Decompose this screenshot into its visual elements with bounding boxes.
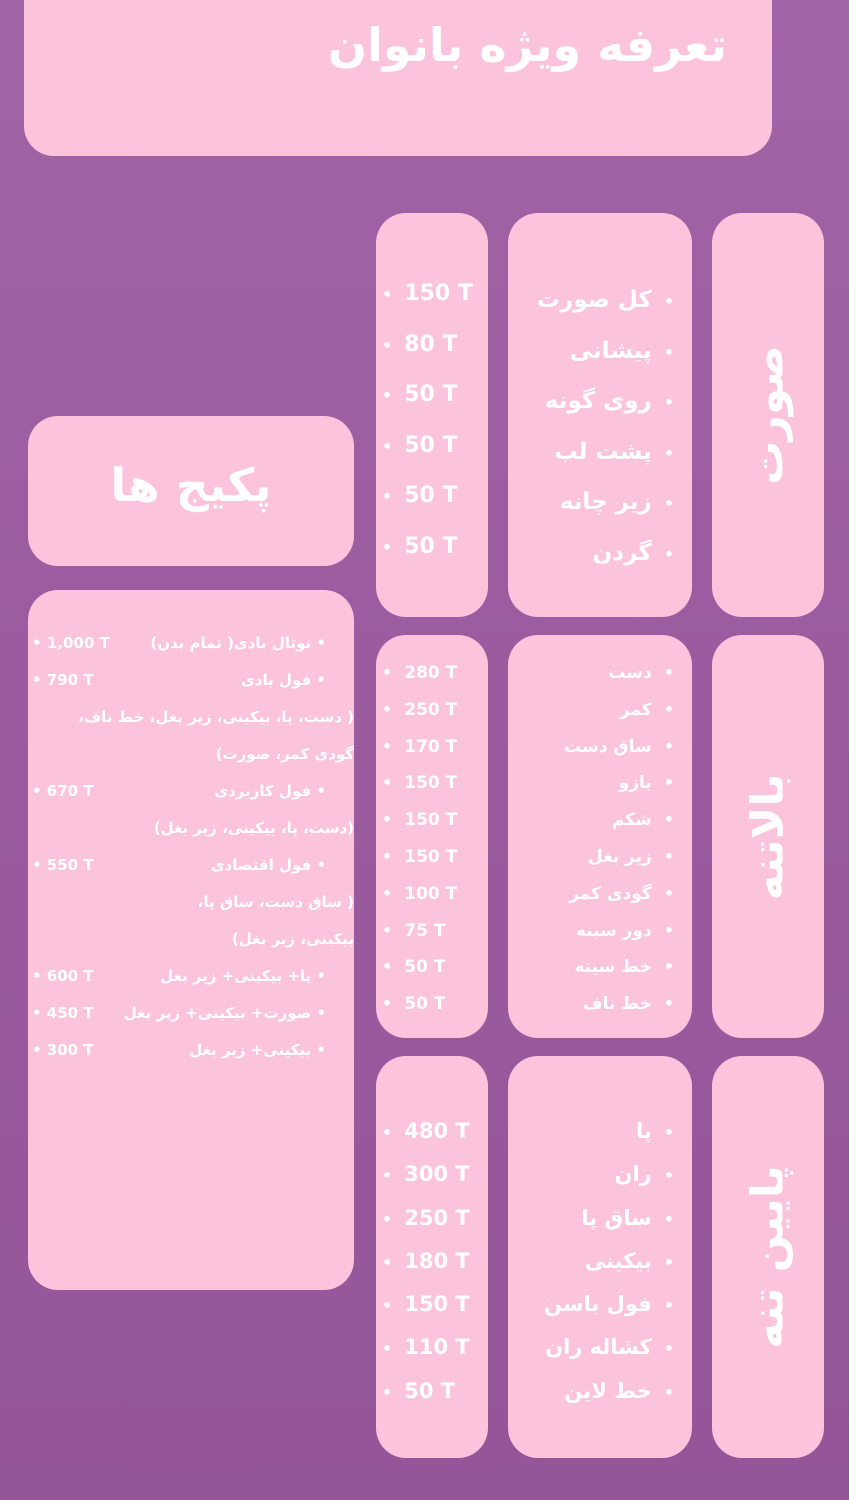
package-price: • 670 T bbox=[32, 782, 94, 800]
package-line bbox=[28, 930, 354, 967]
service-item: • شکم bbox=[508, 802, 692, 839]
package-line bbox=[28, 634, 354, 671]
upper-body-label-card bbox=[712, 635, 824, 1038]
service-price: • 75 T bbox=[376, 913, 488, 950]
lower-body-label: پایین تنه bbox=[742, 1165, 794, 1349]
service-price: • 480 T bbox=[376, 1110, 488, 1153]
packages-title: پکیج ها bbox=[110, 458, 272, 512]
package-name: ( دست، پا، بیکینی، زیر بغل، خط ناف، bbox=[77, 708, 354, 726]
service-price: • 150 T bbox=[376, 839, 488, 876]
service-price: • 100 T bbox=[376, 876, 488, 913]
packages-card bbox=[28, 590, 354, 1290]
service-price: • 50 T bbox=[376, 949, 488, 986]
upper-body-items-card bbox=[508, 635, 692, 1038]
face-items-card bbox=[508, 213, 692, 617]
service-item: • کمر bbox=[508, 692, 692, 729]
service-item: • گردن bbox=[508, 528, 692, 579]
service-item: • کل صورت bbox=[508, 275, 692, 326]
service-item: • ساق پا bbox=[508, 1197, 692, 1240]
service-price: • 180 T bbox=[376, 1240, 488, 1283]
package-line bbox=[28, 782, 354, 819]
package-line bbox=[28, 708, 354, 745]
lower-body-prices-list bbox=[376, 1110, 488, 1413]
service-item: • خط ناف bbox=[508, 986, 692, 1023]
package-name: • پا+ بیکینی+ زیر بغل bbox=[160, 967, 326, 985]
upper-body-prices-card bbox=[376, 635, 488, 1038]
packages-list bbox=[28, 634, 354, 1078]
page-title: تعرفه ویژه بانوان bbox=[327, 18, 727, 72]
lower-body-prices-card bbox=[376, 1056, 488, 1458]
title-banner bbox=[24, 0, 772, 156]
package-line bbox=[28, 893, 354, 930]
service-item: • روی گونه bbox=[508, 376, 692, 427]
service-item: • پشت لب bbox=[508, 427, 692, 478]
service-item: • دست bbox=[508, 655, 692, 692]
package-price: • 550 T bbox=[32, 856, 94, 874]
service-item: • بیکینی bbox=[508, 1240, 692, 1283]
upper-body-items-list bbox=[508, 655, 692, 1023]
service-price: • 80 T bbox=[376, 320, 488, 371]
package-name: • توتال بادی( تمام بدن) bbox=[150, 634, 326, 652]
package-name: • بیکینی+ زیر بغل bbox=[189, 1041, 326, 1059]
service-price: • 250 T bbox=[376, 692, 488, 729]
service-item: • ران bbox=[508, 1153, 692, 1196]
upper-body-label: بالاتنه bbox=[742, 773, 794, 900]
package-line bbox=[28, 856, 354, 893]
package-price: • 600 T bbox=[32, 967, 94, 985]
face-label: صورت bbox=[742, 345, 794, 485]
service-price: • 280 T bbox=[376, 655, 488, 692]
package-price: • 1,000 T bbox=[32, 634, 110, 652]
upper-body-prices-list bbox=[376, 655, 488, 1023]
service-item: • ساق دست bbox=[508, 729, 692, 766]
service-item: • خط سینه bbox=[508, 949, 692, 986]
service-price: • 150 T bbox=[376, 802, 488, 839]
service-price: • 150 T bbox=[376, 1283, 488, 1326]
service-item: • بازو bbox=[508, 765, 692, 802]
lower-body-items-list bbox=[508, 1110, 692, 1413]
service-item: • پا bbox=[508, 1110, 692, 1153]
service-item: • گودی کمر bbox=[508, 876, 692, 913]
package-price: • 450 T bbox=[32, 1004, 94, 1022]
package-name: • فول کاربردی bbox=[214, 782, 326, 800]
package-name: • صورت+ بیکینی+ زیر بغل bbox=[123, 1004, 326, 1022]
service-price: • 50 T bbox=[376, 986, 488, 1023]
service-item: • خط لاین bbox=[508, 1370, 692, 1413]
package-line bbox=[28, 1004, 354, 1041]
service-item: • دور سینه bbox=[508, 913, 692, 950]
package-line bbox=[28, 745, 354, 782]
face-items-list bbox=[508, 275, 692, 578]
package-line bbox=[28, 967, 354, 1004]
service-price: • 50 T bbox=[376, 421, 488, 472]
package-name: • فول اقتصادی bbox=[210, 856, 326, 874]
lower-body-items-card bbox=[508, 1056, 692, 1458]
lower-body-label-card bbox=[712, 1056, 824, 1458]
packages-title-card bbox=[28, 416, 354, 566]
package-name: بیکینی، زیر بغل) bbox=[232, 930, 354, 948]
package-price: • 790 T bbox=[32, 671, 94, 689]
service-item: • فول باسن bbox=[508, 1283, 692, 1326]
service-item: • پیشانی bbox=[508, 326, 692, 377]
service-item: • زیر چانه bbox=[508, 477, 692, 528]
package-line bbox=[28, 819, 354, 856]
service-price: • 50 T bbox=[376, 522, 488, 573]
service-price: • 150 T bbox=[376, 765, 488, 802]
package-name: گودی کمر، صورت) bbox=[215, 745, 354, 763]
package-name: (دست، پا، بیکینی، زیر بغل) bbox=[153, 819, 354, 837]
service-item: • کشاله ران bbox=[508, 1326, 692, 1369]
service-price: • 250 T bbox=[376, 1197, 488, 1240]
face-prices-card bbox=[376, 213, 488, 617]
package-line bbox=[28, 1041, 354, 1078]
service-price: • 50 T bbox=[376, 370, 488, 421]
package-name: ( ساق دست، ساق پا، bbox=[197, 893, 354, 911]
face-label-card bbox=[712, 213, 824, 617]
service-price: • 50 T bbox=[376, 471, 488, 522]
service-price: • 170 T bbox=[376, 729, 488, 766]
package-line bbox=[28, 671, 354, 708]
service-price: • 300 T bbox=[376, 1153, 488, 1196]
package-name: • فول بادی bbox=[241, 671, 326, 689]
service-price: • 150 T bbox=[376, 269, 488, 320]
package-price: • 300 T bbox=[32, 1041, 94, 1059]
face-prices-list bbox=[376, 269, 488, 572]
service-item: • زیر بغل bbox=[508, 839, 692, 876]
service-price: • 50 T bbox=[376, 1370, 488, 1413]
service-price: • 110 T bbox=[376, 1326, 488, 1369]
